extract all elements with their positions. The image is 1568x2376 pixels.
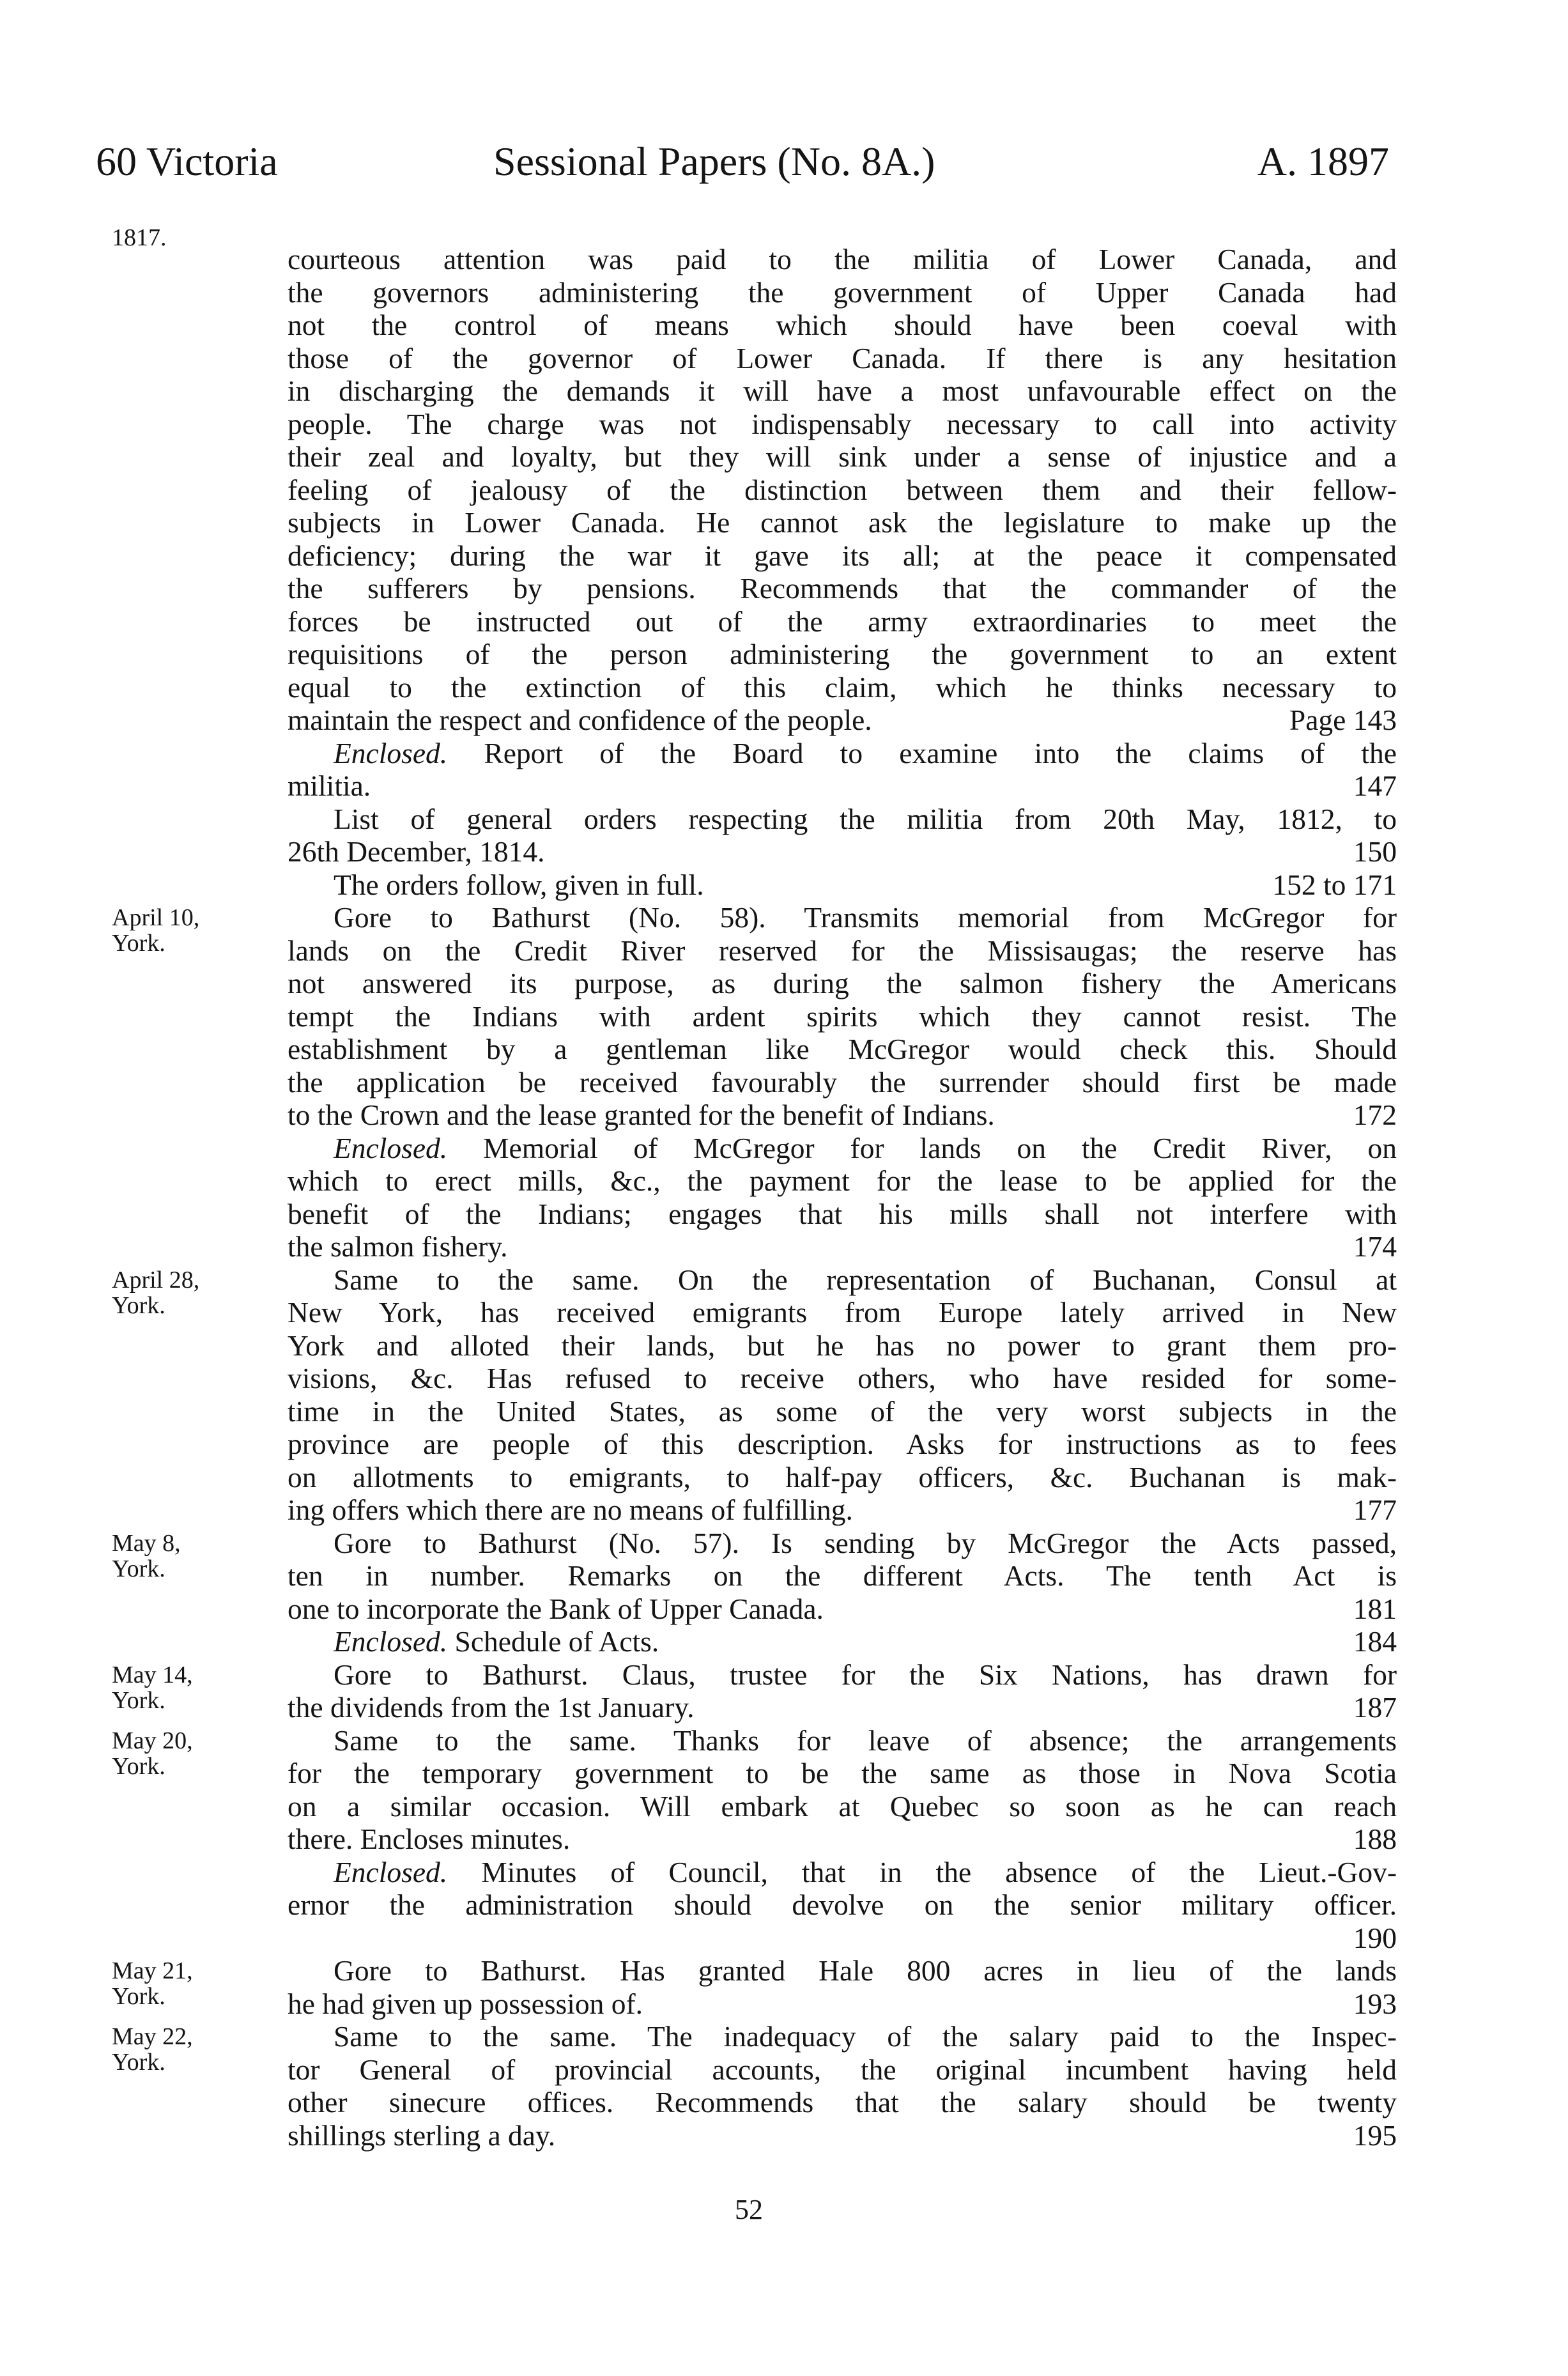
line-text: [288, 1362, 1397, 1395]
text-line: [288, 769, 1397, 803]
text-line: [288, 1230, 1397, 1263]
text-line: [288, 901, 1397, 934]
line-body: Same to the same. The inadequacy of the salary paid to the Inspec-: [334, 2020, 1397, 2053]
line-text: [288, 1461, 1397, 1494]
line-body: Schedule of Acts.: [447, 1625, 659, 1658]
line-text: [288, 605, 1397, 638]
text-line: [288, 1099, 1397, 1132]
page-reference: 147: [1353, 769, 1397, 802]
line-text: [288, 1691, 1334, 1724]
text-line: [288, 1132, 1397, 1165]
header-title: Sessional Papers (No. 8A.): [493, 139, 935, 184]
line-body: List of general orders respecting the militia from 20th May, 1812, to: [334, 802, 1397, 835]
line-text: [288, 506, 1397, 539]
text-line: [288, 934, 1397, 968]
margin-place: York.: [112, 1983, 165, 2010]
margin-entry: [112, 1531, 252, 1582]
text-line: [288, 474, 1397, 507]
line-text: [288, 1954, 1397, 1987]
text-line: [288, 2020, 1397, 2053]
line-text: [288, 2086, 1397, 2119]
line-body: to the Crown and the lease granted for the benefit of Indians.: [288, 1099, 995, 1131]
line-body: Same to the same. On the representation of Buchanan, Consul at: [334, 1263, 1397, 1296]
line-text: [288, 2020, 1397, 2053]
text-line: [288, 2086, 1397, 2119]
line-body: forces be instructed out of the army extraordinaries to meet the: [288, 605, 1397, 638]
text-line: [288, 506, 1397, 539]
line-text: [288, 1329, 1397, 1362]
line-text: [288, 276, 1397, 309]
line-text: [288, 1527, 1397, 1560]
line-body: lands on the Credit River reserved for the Missisaugas; the reserve has: [288, 934, 1397, 967]
line-body: people. The charge was not indispensably necessary to call into activity: [288, 407, 1397, 440]
line-text: [288, 638, 1397, 671]
text-line: [288, 1724, 1397, 1757]
line-text: [288, 1987, 1334, 2021]
line-body: Memorial of McGregor for lands on the Credit River, on: [447, 1131, 1397, 1164]
enclosed-label: Enclosed.: [334, 1855, 448, 1888]
text-line: [288, 1658, 1397, 1692]
line-text: [288, 1658, 1397, 1692]
line-body: province are people of this description. Asks for instructions as to fees: [288, 1428, 1397, 1460]
line-body: Minutes of Council, that in the absence of the Lieut.-Gov-: [447, 1855, 1397, 1888]
line-text: [288, 1559, 1397, 1593]
page-reference: 190: [1353, 1921, 1397, 1954]
line-text: [288, 1033, 1397, 1066]
text-line: [288, 1559, 1397, 1593]
line-body: not answered its purpose, as during the salmon fishery the Americans: [288, 967, 1397, 999]
line-text: [288, 1790, 1397, 1823]
line-text: [288, 572, 1397, 605]
line-body: there. Encloses minutes.: [288, 1823, 571, 1855]
margin-date: May 22,: [112, 2023, 193, 2050]
page-reference: 188: [1353, 1823, 1397, 1855]
text-line: [288, 1263, 1397, 1297]
line-text: [288, 1757, 1397, 1790]
line-text: [288, 1724, 1397, 1757]
text-line: [288, 243, 1397, 276]
header-session: 60 Victoria: [96, 139, 278, 184]
text-line: [288, 967, 1397, 1000]
page-reference: Page 143: [1289, 704, 1397, 736]
line-body: those of the governor of Lower Canada. If there is any hesitation: [288, 341, 1397, 374]
page-reference: 174: [1353, 1230, 1397, 1263]
line-body: benefit of the Indians; engages that his mills shall not interfere with: [288, 1197, 1397, 1230]
line-body: ing offers which there are no means of fulfilling.: [288, 1493, 853, 1526]
line-text: [288, 1593, 1334, 1626]
line-text: [288, 1198, 1397, 1231]
text-line: [288, 868, 1397, 902]
line-body: tempt the Indians with ardent spirits which they cannot resist. The: [288, 999, 1397, 1033]
text-line: [288, 737, 1397, 770]
margin-date: May 8,: [112, 1529, 181, 1557]
line-body: the salmon fishery.: [288, 1230, 508, 1263]
text-line: [288, 572, 1397, 605]
line-text: [288, 539, 1397, 573]
text-line: [288, 1033, 1397, 1066]
text-line: [288, 2119, 1397, 2152]
line-text: [288, 1099, 1334, 1132]
line-text: [288, 1164, 1397, 1198]
line-text: [288, 934, 1397, 968]
text-line: [288, 1066, 1397, 1099]
text-line: [288, 374, 1397, 408]
line-body: on allotments to emigrants, to half-pay officers, &c. Buchanan is mak-: [288, 1460, 1397, 1493]
margin-date: April 28,: [112, 1266, 200, 1293]
margin-year: 1817.: [112, 224, 167, 251]
line-body: subjects in Lower Canada. He cannot ask the legislature to make up the: [288, 506, 1397, 539]
line-body: the sufferers by pensions. Recommends that the commander of the: [288, 572, 1397, 605]
line-text: [288, 737, 1397, 770]
text-line: [288, 1362, 1397, 1395]
margin-date: May 20,: [112, 1727, 193, 1754]
line-text: [288, 704, 1270, 737]
text-line: [288, 1691, 1397, 1724]
margin-place: York.: [112, 930, 165, 957]
line-body: visions, &c. Has refused to receive others, who have resided for some-: [288, 1362, 1397, 1394]
line-text: [288, 1230, 1334, 1263]
line-body: Same to the same. Thanks for leave of absence; the arrangements: [334, 1724, 1397, 1757]
text-line: [288, 1954, 1397, 1987]
line-body: one to incorporate the Bank of Upper Canada.: [288, 1592, 824, 1625]
margin-date: April 10,: [112, 904, 200, 931]
line-text: [288, 1888, 1397, 1922]
line-body: not the control of means which should have been coeval with: [288, 309, 1397, 341]
line-body: maintain the respect and confidence of the people.: [288, 704, 872, 736]
page-reference: 152 to 171: [1272, 868, 1397, 901]
enclosed-label: Enclosed.: [334, 736, 448, 769]
text-line: [288, 440, 1397, 474]
line-text: [288, 671, 1397, 704]
text-line: [288, 276, 1397, 309]
text-line: [288, 1593, 1397, 1626]
line-body: York and alloted their lands, but he has no power to grant them pro-: [288, 1329, 1397, 1362]
line-text: [288, 309, 1397, 342]
text-line: [288, 671, 1397, 704]
margin-date: May 21,: [112, 1957, 193, 1984]
line-text: [288, 868, 1253, 902]
line-body: Gore to Bathurst. Has granted Hale 800 acres in lieu of the lands: [334, 1954, 1397, 1987]
line-body: tor General of provincial accounts, the original incumbent having held: [288, 2053, 1397, 2086]
line-body: New York, has received emigrants from Europe lately arrived in New: [288, 1296, 1397, 1329]
text-line: [288, 539, 1397, 573]
line-text: [288, 1922, 1334, 1955]
margin-place: York.: [112, 2049, 165, 2076]
page-number: 52: [735, 2194, 763, 2225]
line-text: [288, 2053, 1397, 2087]
text-line: [288, 1198, 1397, 1231]
line-text: [288, 1856, 1397, 1889]
text-line: [288, 408, 1397, 441]
line-text: [288, 1000, 1397, 1033]
enclosed-label: Enclosed.: [334, 1131, 448, 1164]
line-body: courteous attention was paid to the militia of Lower Canada, and: [288, 243, 1397, 275]
line-body: their zeal and loyalty, but they will sink under a sense of injustice and a: [288, 440, 1397, 473]
line-text: [288, 967, 1397, 1000]
line-text: [288, 1395, 1397, 1428]
line-body: Gore to Bathurst (No. 58). Transmits memorial from McGregor for: [334, 901, 1397, 934]
line-text: [288, 1625, 1334, 1658]
line-body: militia.: [288, 769, 371, 802]
line-body: the dividends from the 1st January.: [288, 1691, 695, 1724]
line-text: [288, 1066, 1397, 1099]
margin-entry: [112, 1958, 252, 2009]
line-text: [288, 901, 1397, 934]
text-line: [288, 1888, 1397, 1922]
margin-entry: [112, 1267, 252, 1318]
line-body: feeling of jealousy of the distinction between them and their fellow-: [288, 473, 1397, 506]
margin-place: York.: [112, 1752, 165, 1780]
text-line: [288, 309, 1397, 342]
line-body: in discharging the demands it will have a most unfavourable effect on the: [288, 374, 1397, 407]
margin-place: York.: [112, 1686, 165, 1714]
line-body: other sinecure offices. Recommends that the salary should be twenty: [288, 2086, 1397, 2118]
line-body: ernor the administration should devolve on the senior military officer.: [288, 1888, 1397, 1921]
line-text: [288, 374, 1397, 408]
text-line: [288, 1329, 1397, 1362]
line-text: [288, 408, 1397, 441]
margin-place: York.: [112, 1292, 165, 1319]
line-body: ten in number. Remarks on the different Acts. The tenth Act is: [288, 1559, 1397, 1592]
text-line: [288, 1296, 1397, 1329]
line-text: [288, 440, 1397, 474]
margin-entry: [112, 1728, 252, 1779]
text-line: [288, 1164, 1397, 1198]
line-text: [288, 769, 1334, 803]
line-body: on a similar occasion. Will embark at Quebec so soon as he can reach: [288, 1789, 1397, 1823]
line-body: time in the United States, as some of the very worst subjects in the: [288, 1394, 1397, 1428]
body-text: [288, 243, 1397, 2152]
text-line: [288, 342, 1397, 375]
margin-date: May 14,: [112, 1661, 193, 1688]
page-reference: 172: [1353, 1099, 1397, 1131]
text-line: [288, 1922, 1397, 1955]
text-line: [288, 1790, 1397, 1823]
text-line: [288, 1856, 1397, 1889]
line-text: [288, 803, 1397, 836]
page-reference: 187: [1353, 1691, 1397, 1724]
line-body: the governors administering the government of Upper Canada had: [288, 275, 1397, 309]
line-text: [288, 474, 1397, 507]
line-text: [288, 243, 1397, 276]
page-reference: 177: [1353, 1493, 1397, 1526]
line-body: equal to the extinction of this claim, which he thinks necessary to: [288, 670, 1397, 704]
text-line: [288, 1757, 1397, 1790]
line-text: [288, 1263, 1397, 1297]
line-body: The orders follow, given in full.: [334, 868, 704, 901]
page-reference: 195: [1353, 2118, 1397, 2152]
line-body: shillings sterling a day.: [288, 2118, 556, 2152]
header-year: A. 1897: [1257, 139, 1389, 184]
line-body: Report of the Board to examine into the claims of the: [447, 736, 1397, 769]
enclosed-label: Enclosed.: [334, 1625, 448, 1658]
text-line: [288, 803, 1397, 836]
line-body: requisitions of the person administering the government to an extent: [288, 638, 1397, 670]
text-line: [288, 1823, 1397, 1856]
page-reference: 181: [1353, 1592, 1397, 1625]
text-line: [288, 2053, 1397, 2087]
line-text: [288, 1132, 1397, 1165]
line-body: which to erect mills, &c., the payment for the lease to be applied for the: [288, 1164, 1397, 1197]
line-text: [288, 1493, 1334, 1527]
margin-entry: [112, 1662, 252, 1713]
text-line: [288, 1527, 1397, 1560]
text-line: [288, 1987, 1397, 2021]
text-line: [288, 704, 1397, 737]
line-body: 26th December, 1814.: [288, 835, 545, 868]
page-reference: 184: [1353, 1625, 1397, 1658]
margin-place: York.: [112, 1555, 165, 1582]
page-reference: 150: [1353, 835, 1397, 868]
text-line: [288, 835, 1397, 868]
text-line: [288, 1000, 1397, 1033]
page-reference: 193: [1353, 1987, 1397, 2020]
text-line: [288, 1428, 1397, 1461]
margin-entry: [112, 905, 252, 956]
line-body: the application be received favourably the surrender should first be made: [288, 1065, 1397, 1099]
line-body: Gore to Bathurst (No. 57). Is sending by McGregor the Acts passed,: [334, 1526, 1397, 1559]
page-header: [96, 133, 1389, 190]
text-line: [288, 1395, 1397, 1428]
text-line: [288, 1493, 1397, 1527]
line-text: [288, 1823, 1334, 1856]
line-body: establishment by a gentleman like McGregor would check this. Should: [288, 1033, 1397, 1065]
text-line: [288, 1625, 1397, 1658]
line-body: Gore to Bathurst. Claus, trustee for the Six Nations, has drawn for: [334, 1658, 1397, 1691]
line-body: deficiency; during the war it gave its all; at the peace it compensated: [288, 539, 1397, 572]
line-text: [288, 2119, 1334, 2152]
line-text: [288, 1296, 1397, 1329]
text-line: [288, 638, 1397, 671]
text-line: [288, 1461, 1397, 1494]
text-line: [288, 605, 1397, 638]
line-body: he had given up possession of.: [288, 1987, 643, 2020]
line-body: for the temporary government to be the same as those in Nova Scotia: [288, 1757, 1397, 1789]
line-text: [288, 342, 1397, 375]
line-text: [288, 835, 1334, 868]
line-text: [288, 1428, 1397, 1461]
margin-entry: [112, 2024, 252, 2075]
